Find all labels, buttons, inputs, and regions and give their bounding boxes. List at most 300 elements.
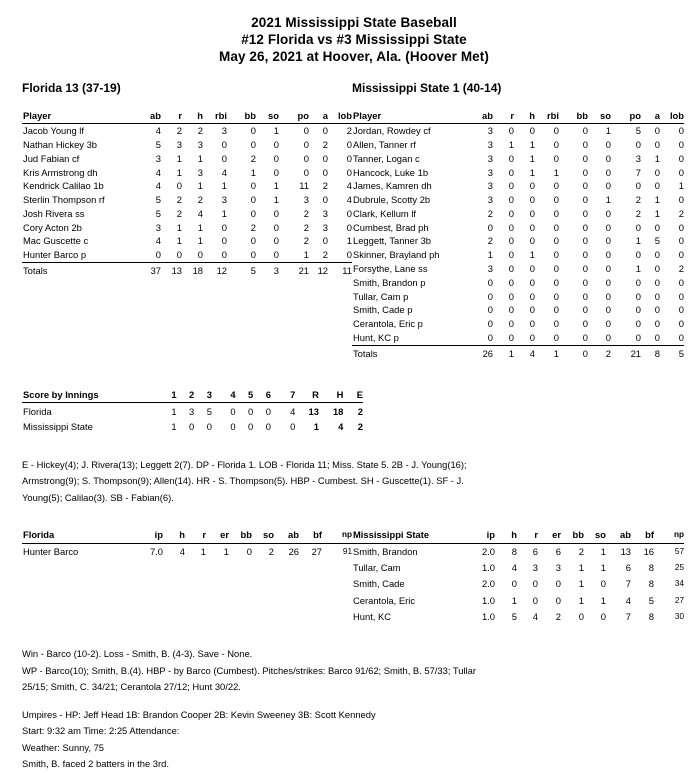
pitch-stat-ab: 7 bbox=[625, 610, 631, 622]
stat-rbi: 0 bbox=[553, 125, 559, 137]
stat-po: 2 bbox=[303, 235, 309, 247]
col-header-so: so bbox=[256, 109, 279, 123]
stat-a: 0 bbox=[654, 221, 660, 233]
totals-ab: 37 bbox=[136, 263, 161, 278]
stat-h: 0 bbox=[529, 221, 535, 233]
total-errors: 2 bbox=[357, 421, 363, 433]
col-header-bb: bb bbox=[227, 109, 256, 123]
pitch-stat-ab: 13 bbox=[620, 546, 631, 558]
table-row bbox=[22, 220, 352, 234]
stat-h: 0 bbox=[529, 235, 535, 247]
player-name: Smith, Brandon p bbox=[353, 276, 426, 288]
col-header-ab: ab bbox=[274, 526, 299, 543]
stat-bb: 2 bbox=[250, 221, 256, 233]
stat-rbi: 0 bbox=[553, 235, 559, 247]
col-header-r: r bbox=[517, 526, 538, 543]
stat-po: 11 bbox=[299, 180, 309, 192]
stat-ab: 3 bbox=[487, 125, 493, 137]
pitcher-name: Smith, Brandon bbox=[353, 546, 418, 558]
stat-a: 0 bbox=[322, 235, 328, 247]
total-runs: 13 bbox=[308, 405, 319, 417]
pitch-stat-h: 4 bbox=[511, 562, 517, 574]
stat-so: 0 bbox=[273, 166, 279, 178]
total-hits: 4 bbox=[338, 421, 344, 433]
game-notes-line-2: Armstrong(9); S. Thompson(9); Allen(14). HR - S. Thompson(5). HBP - Cumbest. SH - Guscette(1). SF - J. bbox=[22, 475, 464, 487]
stat-lob: 0 bbox=[678, 221, 684, 233]
pitch-stat-so: 1 bbox=[600, 594, 606, 606]
col-header-er: er bbox=[538, 526, 561, 543]
pitch-stat-bb: 1 bbox=[578, 594, 584, 606]
stat-r: 0 bbox=[508, 194, 514, 206]
stat-ab: 3 bbox=[487, 152, 493, 164]
player-name: Josh Rivera ss bbox=[23, 207, 85, 219]
player-name: Cumbest, Brad ph bbox=[353, 221, 429, 233]
stat-lob: 1 bbox=[346, 235, 352, 247]
stat-h: 0 bbox=[529, 262, 535, 274]
pitch-stat-bf: 8 bbox=[648, 578, 654, 590]
table-row bbox=[352, 317, 684, 331]
pitch-stat-bf: 5 bbox=[648, 594, 654, 606]
stat-po: 0 bbox=[303, 138, 309, 150]
stat-bb: 0 bbox=[582, 207, 588, 219]
totals-lob: 11 bbox=[328, 263, 352, 278]
totals-rbi: 12 bbox=[203, 263, 227, 278]
pitch-stat-h: 4 bbox=[179, 546, 185, 558]
linescore-label: Score by Innings bbox=[22, 386, 159, 402]
pitch-stat-h: 0 bbox=[511, 578, 517, 590]
stat-a: 0 bbox=[654, 262, 660, 274]
pitch-stat-bf: 8 bbox=[648, 562, 654, 574]
stat-a: 0 bbox=[654, 125, 660, 137]
stat-so: 0 bbox=[273, 207, 279, 219]
stat-po: 0 bbox=[303, 166, 309, 178]
stat-r: 1 bbox=[176, 221, 182, 233]
stat-bb: 0 bbox=[250, 194, 256, 206]
player-name: Sterlin Thompson rf bbox=[23, 194, 105, 206]
stat-lob: 0 bbox=[346, 221, 352, 233]
table-row bbox=[352, 248, 684, 262]
weather-line: Weather: Sunny, 75 bbox=[22, 741, 104, 753]
home-pitching-table bbox=[352, 526, 684, 624]
player-name: Cerantola, Eric p bbox=[353, 318, 423, 330]
pitch-stat-ip: 1.0 bbox=[481, 562, 495, 574]
stat-ab: 2 bbox=[487, 235, 493, 247]
player-name: Leggett, Tanner 3b bbox=[353, 235, 432, 247]
pitch-stat-bb: 1 bbox=[578, 578, 584, 590]
stat-so: 0 bbox=[273, 221, 279, 233]
table-row bbox=[352, 331, 684, 346]
stat-so: 1 bbox=[273, 194, 279, 206]
stat-po: 0 bbox=[635, 318, 641, 330]
col-header-player: Player bbox=[352, 109, 468, 123]
table-row bbox=[352, 592, 684, 608]
col-header-so: so bbox=[584, 526, 606, 543]
stat-so: 0 bbox=[605, 152, 611, 164]
stat-rbi: 0 bbox=[553, 180, 559, 192]
stat-so: 0 bbox=[605, 235, 611, 247]
pitch-stat-er: 3 bbox=[555, 562, 561, 574]
pitch-stat-ab: 26 bbox=[288, 546, 299, 558]
totals-ab: 26 bbox=[468, 345, 493, 360]
stat-bb: 1 bbox=[250, 166, 256, 178]
footer-spacer bbox=[22, 696, 662, 707]
pitch-stat-bb: 2 bbox=[578, 546, 584, 558]
stat-po: 1 bbox=[635, 235, 641, 247]
pitch-stat-ab: 7 bbox=[625, 578, 631, 590]
player-name: Clark, Kellum lf bbox=[353, 207, 417, 219]
stat-bb: 0 bbox=[582, 262, 588, 274]
stat-r: 0 bbox=[508, 290, 514, 302]
stat-r: 0 bbox=[508, 304, 514, 316]
col-header-bf: bf bbox=[299, 526, 322, 543]
stat-ab: 3 bbox=[487, 262, 493, 274]
totals-row bbox=[352, 345, 684, 360]
stat-so: 1 bbox=[273, 180, 279, 192]
stat-bb: 0 bbox=[582, 125, 588, 137]
col-header-np: np bbox=[654, 526, 684, 543]
stat-lob: 0 bbox=[678, 125, 684, 137]
stat-bb: 0 bbox=[582, 304, 588, 316]
inning-2-runs: 0 bbox=[189, 421, 195, 433]
pitch-stat-ip: 1.0 bbox=[481, 610, 495, 622]
home-pitching-body bbox=[352, 543, 684, 624]
stat-rbi: 4 bbox=[221, 166, 227, 178]
table-row bbox=[352, 262, 684, 276]
stat-lob: 0 bbox=[346, 207, 352, 219]
inning-5-runs: 0 bbox=[248, 421, 254, 433]
inning-3-runs: 5 bbox=[206, 405, 212, 417]
stat-a: 2 bbox=[322, 138, 328, 150]
stat-h: 1 bbox=[529, 138, 535, 150]
stat-h: 1 bbox=[197, 152, 203, 164]
stat-rbi: 0 bbox=[553, 207, 559, 219]
stat-h: 2 bbox=[197, 125, 203, 137]
table-row bbox=[22, 152, 352, 166]
stat-rbi: 0 bbox=[553, 221, 559, 233]
stat-h: 3 bbox=[197, 138, 203, 150]
pitch-stat-so: 0 bbox=[600, 610, 606, 622]
stat-ab: 0 bbox=[487, 221, 493, 233]
stat-h: 4 bbox=[197, 207, 203, 219]
stat-bb: 0 bbox=[250, 138, 256, 150]
stat-ab: 0 bbox=[487, 276, 493, 288]
stat-rbi: 0 bbox=[553, 262, 559, 274]
table-row bbox=[22, 234, 352, 248]
pitch-stat-np: 34 bbox=[674, 579, 684, 589]
stat-a: 0 bbox=[322, 152, 328, 164]
stat-ab: 4 bbox=[155, 235, 161, 247]
away-pitching-block bbox=[22, 526, 352, 559]
stat-ab: 0 bbox=[155, 249, 161, 261]
pitch-stat-np: 91 bbox=[342, 547, 352, 557]
totals-h: 18 bbox=[182, 263, 203, 278]
col-header-bb: bb bbox=[559, 109, 588, 123]
umpires-line: Umpires - HP: Jeff Head 1B: Brandon Cooper 2B: Kevin Sweeney 3B: Scott Kennedy bbox=[22, 708, 376, 720]
pitch-stat-er: 0 bbox=[555, 578, 561, 590]
linescore-team-name: Florida bbox=[23, 405, 52, 417]
stat-po: 2 bbox=[303, 221, 309, 233]
table-row bbox=[22, 165, 352, 179]
runs-header: R bbox=[295, 386, 319, 402]
stat-r: 0 bbox=[176, 180, 182, 192]
stat-r: 1 bbox=[176, 152, 182, 164]
pitching-section bbox=[22, 526, 686, 624]
col-header-h: h bbox=[182, 109, 203, 123]
player-name: Dubrule, Scotty 2b bbox=[353, 194, 431, 206]
stat-lob: 0 bbox=[678, 166, 684, 178]
stat-bb: 0 bbox=[250, 249, 256, 261]
stat-bb: 0 bbox=[582, 318, 588, 330]
linescore-section bbox=[22, 386, 686, 434]
stat-ab: 3 bbox=[487, 194, 493, 206]
stat-h: 1 bbox=[197, 180, 203, 192]
stat-lob: 0 bbox=[678, 331, 684, 343]
game-notes-line-3: Young(5); Calilao(3). SB - Fabian(6). bbox=[22, 491, 174, 503]
stat-h: 2 bbox=[197, 194, 203, 206]
player-name: Mac Guscette c bbox=[23, 235, 89, 247]
stat-lob: 0 bbox=[678, 249, 684, 261]
player-name: Skinner, Brayland ph bbox=[353, 249, 440, 261]
stat-a: 3 bbox=[322, 221, 328, 233]
stat-lob: 0 bbox=[346, 152, 352, 164]
stat-a: 0 bbox=[654, 249, 660, 261]
stat-a: 5 bbox=[654, 235, 660, 247]
stat-so: 0 bbox=[605, 331, 611, 343]
stat-bb: 0 bbox=[582, 276, 588, 288]
stat-po: 3 bbox=[635, 152, 641, 164]
stat-a: 1 bbox=[654, 152, 660, 164]
col-header-r: r bbox=[493, 109, 514, 123]
pitch-stat-r: 3 bbox=[532, 562, 538, 574]
stat-r: 2 bbox=[176, 194, 182, 206]
totals-a: 12 bbox=[309, 263, 328, 278]
player-name: Cory Acton 2b bbox=[23, 221, 82, 233]
stat-so: 0 bbox=[605, 180, 611, 192]
stat-ab: 0 bbox=[487, 304, 493, 316]
totals-lob: 5 bbox=[660, 345, 684, 360]
stat-bb: 2 bbox=[250, 152, 256, 164]
linescore-team-name: Mississippi State bbox=[23, 421, 93, 433]
player-name: Kendrick Calilao 1b bbox=[23, 180, 104, 192]
pitcher-name: Tullar, Cam bbox=[353, 562, 401, 574]
pitch-stat-r: 0 bbox=[532, 594, 538, 606]
inning-3-runs: 0 bbox=[206, 421, 212, 433]
stat-ab: 3 bbox=[487, 138, 493, 150]
stat-h: 0 bbox=[529, 207, 535, 219]
stat-bb: 0 bbox=[250, 180, 256, 192]
stat-a: 3 bbox=[322, 207, 328, 219]
stat-a: 0 bbox=[654, 331, 660, 343]
stat-rbi: 0 bbox=[221, 235, 227, 247]
stat-a: 0 bbox=[654, 180, 660, 192]
stat-ab: 0 bbox=[487, 318, 493, 330]
stat-lob: 2 bbox=[678, 262, 684, 274]
col-header-rbi: rbi bbox=[203, 109, 227, 123]
stat-r: 0 bbox=[508, 262, 514, 274]
col-header-lob: lob bbox=[328, 109, 352, 123]
stat-ab: 3 bbox=[487, 166, 493, 178]
home-pitching-block bbox=[352, 526, 684, 624]
stat-po: 0 bbox=[303, 125, 309, 137]
stat-lob: 0 bbox=[678, 138, 684, 150]
stat-ab: 3 bbox=[487, 180, 493, 192]
col-header-np: np bbox=[322, 526, 352, 543]
stat-a: 0 bbox=[654, 290, 660, 302]
table-row bbox=[352, 193, 684, 207]
stat-so: 0 bbox=[605, 318, 611, 330]
title-line-1: 2021 Mississippi State Baseball bbox=[251, 15, 457, 30]
stat-r: 0 bbox=[508, 235, 514, 247]
stat-bb: 0 bbox=[582, 138, 588, 150]
pitcher-name: Hunter Barco bbox=[23, 546, 79, 558]
col-header-lob: lob bbox=[660, 109, 684, 123]
table-row bbox=[352, 608, 684, 624]
stat-rbi: 3 bbox=[221, 125, 227, 137]
score-by-innings-table bbox=[22, 386, 363, 434]
stat-lob: 2 bbox=[678, 207, 684, 219]
stat-lob: 0 bbox=[346, 166, 352, 178]
player-name: James, Kamren dh bbox=[353, 180, 432, 192]
stat-h: 0 bbox=[529, 318, 535, 330]
pitch-stat-ip: 7.0 bbox=[149, 546, 163, 558]
stat-po: 0 bbox=[635, 304, 641, 316]
player-name: Hunter Barco p bbox=[23, 249, 87, 261]
stat-h: 0 bbox=[529, 290, 535, 302]
table-row bbox=[22, 207, 352, 221]
pitch-stat-ip: 2.0 bbox=[481, 546, 495, 558]
pitch-stat-h: 1 bbox=[511, 594, 517, 606]
stat-so: 0 bbox=[273, 138, 279, 150]
pitch-stat-so: 2 bbox=[268, 546, 274, 558]
stat-po: 2 bbox=[303, 207, 309, 219]
stat-rbi: 0 bbox=[553, 304, 559, 316]
stat-po: 0 bbox=[635, 331, 641, 343]
home-team-heading: Mississippi State 1 (40-14) bbox=[352, 81, 502, 95]
pitch-stat-bb: 0 bbox=[246, 546, 252, 558]
totals-h: 4 bbox=[514, 345, 535, 360]
stat-bb: 0 bbox=[582, 221, 588, 233]
totals-row bbox=[22, 263, 352, 278]
inning-header-6: 6 bbox=[253, 386, 271, 402]
stat-rbi: 1 bbox=[553, 166, 559, 178]
stat-lob: 1 bbox=[678, 180, 684, 192]
away-pitching-table bbox=[22, 526, 352, 559]
col-header-er: er bbox=[206, 526, 229, 543]
home-batting-table bbox=[352, 109, 684, 360]
stat-so: 0 bbox=[273, 152, 279, 164]
start-time-line: Start: 9:32 am Time: 2:25 Attendance: bbox=[22, 725, 180, 737]
stat-h: 0 bbox=[529, 331, 535, 343]
stat-h: 1 bbox=[529, 166, 535, 178]
wild-pitch-line-1: WP - Barco(10); Smith, B.(4). HBP - by Barco (Cumbest). Pitches/strikes: Barco 91/62; Smith, B. 57/33; Tullar bbox=[22, 664, 476, 676]
col-header-r: r bbox=[161, 109, 182, 123]
totals-so: 2 bbox=[588, 345, 611, 360]
stat-lob: 0 bbox=[346, 249, 352, 261]
inning-header-7: 7 bbox=[271, 386, 295, 402]
pitch-stat-bb: 0 bbox=[578, 610, 584, 622]
linescore-body bbox=[22, 403, 363, 435]
player-name: Tullar, Cam p bbox=[353, 290, 409, 302]
stat-h: 0 bbox=[529, 194, 535, 206]
player-name: Jordan, Rowdey cf bbox=[353, 125, 431, 137]
stat-po: 0 bbox=[303, 152, 309, 164]
pitch-stat-er: 6 bbox=[555, 546, 561, 558]
stat-r: 0 bbox=[508, 180, 514, 192]
stat-r: 0 bbox=[508, 249, 514, 261]
game-notes-line-1: E - Hickey(4); J. Rivera(13); Leggett 2(7). DP - Florida 1. LOB - Florida 11; Miss. State 5. 2B - J. Young(16); bbox=[22, 458, 467, 470]
pitch-stat-bf: 16 bbox=[643, 546, 654, 558]
stat-so: 0 bbox=[605, 221, 611, 233]
table-header-row bbox=[352, 109, 684, 123]
stat-po: 3 bbox=[303, 194, 309, 206]
stat-a: 0 bbox=[654, 138, 660, 150]
stat-r: 0 bbox=[508, 318, 514, 330]
stat-bb: 0 bbox=[582, 180, 588, 192]
col-header-h: h bbox=[514, 109, 535, 123]
stat-lob: 0 bbox=[678, 276, 684, 288]
stat-so: 1 bbox=[273, 125, 279, 137]
pitcher-name: Smith, Cade bbox=[353, 578, 405, 590]
stat-po: 0 bbox=[635, 138, 641, 150]
pitch-stat-np: 25 bbox=[674, 563, 684, 573]
inning-header-4: 4 bbox=[212, 386, 236, 402]
col-header-so: so bbox=[588, 109, 611, 123]
stat-rbi: 0 bbox=[553, 290, 559, 302]
stat-rbi: 0 bbox=[553, 318, 559, 330]
hits-header: H bbox=[319, 386, 343, 402]
home-batting-block bbox=[352, 79, 684, 360]
stat-ab: 4 bbox=[155, 166, 161, 178]
stat-rbi: 0 bbox=[553, 194, 559, 206]
col-header-ab: ab bbox=[606, 526, 631, 543]
table-row bbox=[352, 560, 684, 576]
player-name: Hancock, Luke 1b bbox=[353, 166, 429, 178]
stat-rbi: 0 bbox=[221, 221, 227, 233]
stat-a: 0 bbox=[322, 166, 328, 178]
pitch-stat-er: 1 bbox=[223, 546, 229, 558]
home-batting-body bbox=[352, 123, 684, 360]
totals-bb: 0 bbox=[559, 345, 588, 360]
totals-rbi: 1 bbox=[535, 345, 559, 360]
table-row bbox=[352, 276, 684, 290]
errors-header: E bbox=[343, 386, 363, 402]
inning-7-runs: 4 bbox=[290, 405, 296, 417]
linescore-header-row bbox=[22, 386, 363, 402]
stat-po: 0 bbox=[635, 221, 641, 233]
stat-ab: 2 bbox=[487, 207, 493, 219]
stat-a: 0 bbox=[654, 166, 660, 178]
stat-a: 0 bbox=[654, 276, 660, 288]
stat-bb: 0 bbox=[250, 125, 256, 137]
stat-po: 7 bbox=[635, 166, 641, 178]
totals-po: 21 bbox=[611, 345, 641, 360]
stat-ab: 0 bbox=[487, 290, 493, 302]
stat-rbi: 1 bbox=[221, 207, 227, 219]
stat-lob: 0 bbox=[678, 235, 684, 247]
stat-rbi: 0 bbox=[553, 331, 559, 343]
player-name: Forsythe, Lane ss bbox=[353, 262, 428, 274]
stat-so: 0 bbox=[605, 249, 611, 261]
stat-so: 0 bbox=[605, 138, 611, 150]
stat-po: 0 bbox=[635, 249, 641, 261]
table-row bbox=[352, 207, 684, 221]
stat-ab: 0 bbox=[487, 331, 493, 343]
away-batting-table bbox=[22, 109, 352, 278]
stat-so: 0 bbox=[605, 166, 611, 178]
stat-h: 1 bbox=[197, 235, 203, 247]
stat-h: 0 bbox=[197, 249, 203, 261]
stat-so: 0 bbox=[605, 276, 611, 288]
